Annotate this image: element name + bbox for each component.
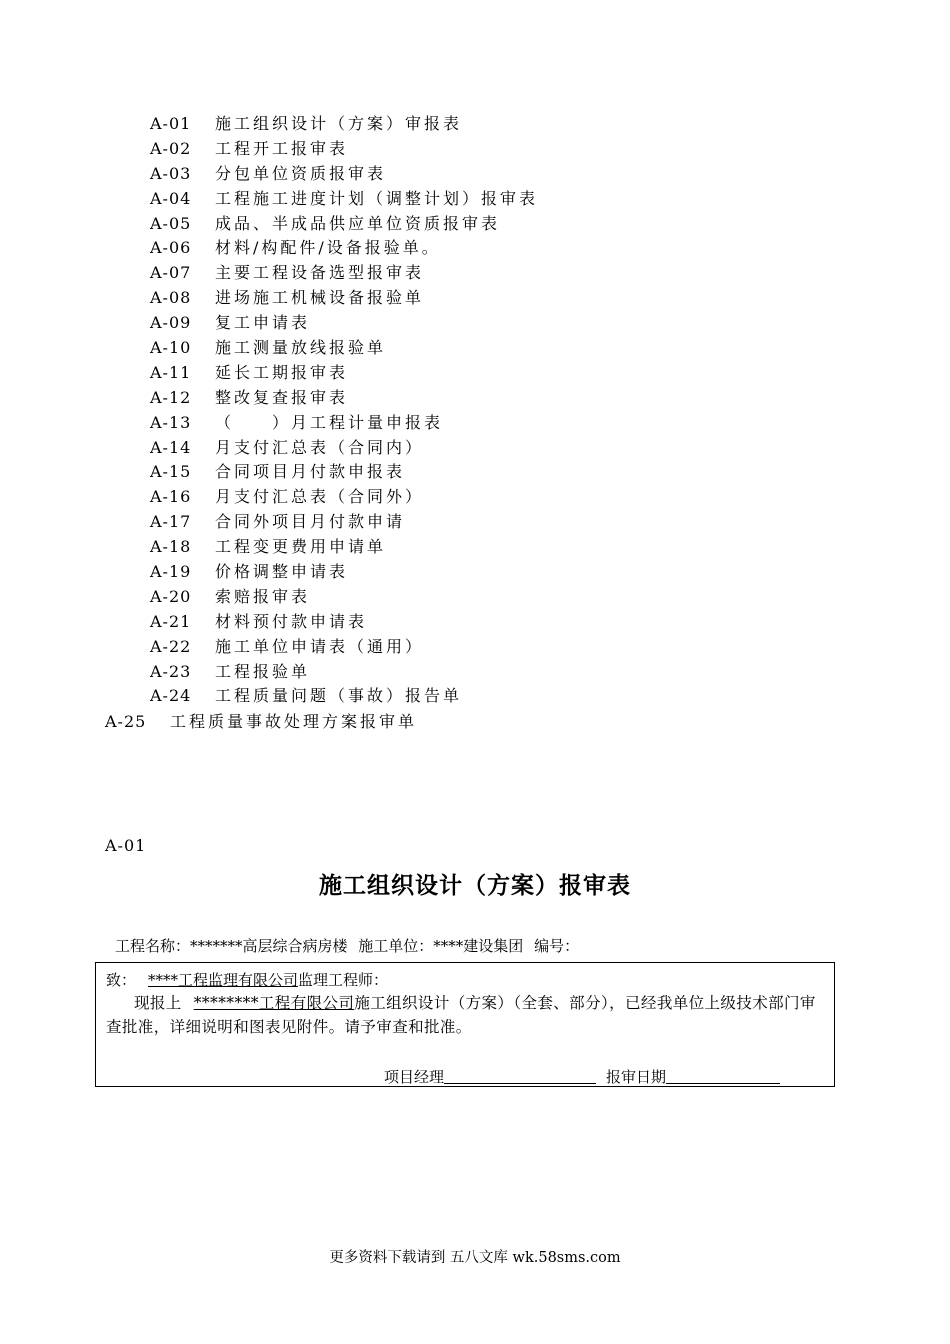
toc-list	[150, 112, 538, 709]
toc-item-code: A-22	[150, 636, 192, 656]
date-field[interactable]	[666, 1069, 780, 1084]
toc-item-code: A-16	[150, 487, 192, 507]
toc-item-title: 合同外项目月付款申请	[215, 512, 406, 532]
form-meta-line	[115, 935, 585, 956]
toc-item-code: A-12	[150, 387, 192, 407]
toc-item	[150, 187, 538, 212]
toc-item-title: 合同项目月付款申报表	[215, 462, 406, 482]
toc-item-code: A-20	[150, 586, 192, 606]
toc-item	[150, 535, 538, 560]
toc-item	[150, 510, 538, 535]
toc-item-code: A-10	[150, 338, 192, 358]
toc-item	[150, 311, 538, 336]
toc-item-title: 复工申请表	[215, 313, 311, 333]
toc-item-title: 整改复查报审表	[215, 387, 349, 407]
toc-item-title: 索赔报审表	[215, 586, 311, 606]
toc-item-code: A-13	[150, 412, 192, 432]
toc-item-code: A-18	[150, 537, 192, 557]
toc-item	[150, 336, 538, 361]
toc-item-title: 工程质量事故处理方案报审单	[170, 712, 418, 731]
addressee-line	[106, 969, 388, 990]
toc-item-title: 施工单位申请表（通用）	[215, 636, 425, 656]
toc-item-title: 材料预付款申请表	[215, 611, 368, 631]
form-title: 施工组织设计（方案）报审表	[319, 872, 631, 899]
addressee-company: ****工程监理有限公司	[148, 971, 299, 989]
footer-note: 更多资料下载请到 五八文库 wk.58sms.com	[329, 1250, 621, 1266]
toc-item-title: 工程报验单	[215, 661, 311, 681]
toc-item	[150, 684, 538, 709]
toc-item-title: 月支付汇总表（合同外）	[215, 487, 425, 507]
toc-item	[150, 261, 538, 286]
toc-item-title: 进场施工机械设备报验单	[215, 288, 425, 308]
toc-item-title: 延长工期报审表	[215, 362, 349, 382]
manager-label: 项目经理	[384, 1068, 445, 1086]
toc-item	[150, 460, 538, 485]
toc-item-code: A-23	[150, 661, 192, 681]
toc-item-code: A-03	[150, 163, 192, 183]
date-label: 报审日期	[606, 1068, 667, 1086]
toc-item-code: A-17	[150, 512, 192, 532]
toc-item	[150, 162, 538, 187]
toc-item	[150, 212, 538, 237]
toc-item-title: 月支付汇总表（合同内）	[215, 437, 425, 457]
toc-item-code: A-08	[150, 288, 192, 308]
toc-item	[150, 660, 538, 685]
addressee-suffix: 监理工程师：	[298, 971, 389, 989]
toc-item-last	[105, 709, 417, 732]
toc-item-title: （ ）月工程计量申报表	[215, 412, 444, 432]
form-number: 编号：	[534, 937, 580, 955]
body-company: ********工程有限公司	[193, 994, 355, 1012]
toc-item	[150, 635, 538, 660]
toc-item	[150, 286, 538, 311]
toc-item-title: 工程施工进度计划（调整计划）报审表	[215, 188, 539, 208]
toc-item	[150, 137, 538, 162]
toc-item-code: A-25	[105, 712, 147, 731]
toc-item	[150, 236, 538, 261]
toc-item	[150, 112, 538, 137]
toc-item	[150, 386, 538, 411]
toc-item-title: 主要工程设备选型报审表	[215, 263, 425, 283]
toc-item-title: 工程质量问题（事故）报告单	[215, 686, 463, 706]
toc-item-title: 成品、半成品供应单位资质报审表	[215, 213, 501, 233]
toc-item-code: A-07	[150, 263, 192, 283]
toc-item	[150, 585, 538, 610]
toc-item-title: 施工组织设计（方案）审报表	[215, 114, 463, 133]
contractor: 施工单位：****建设集团	[358, 937, 524, 955]
toc-item-code: A-06	[150, 238, 192, 258]
toc-item-title: 价格调整申请表	[215, 562, 349, 582]
toc-item-code: A-14	[150, 437, 192, 457]
toc-item-code: A-11	[150, 362, 192, 382]
toc-item	[150, 411, 538, 436]
addressee-prefix: 致：	[106, 971, 137, 989]
toc-item-code: A-19	[150, 562, 192, 582]
toc-item	[150, 436, 538, 461]
body-rest: 施工组织设计（方案）（全套、部分），已经我单位上级技术部门审查批准，详细说明和图表见附件。请予审查和批准。	[106, 994, 816, 1036]
toc-item-title: 工程开工报审表	[215, 138, 349, 158]
toc-item-title: 施工测量放线报验单	[215, 338, 387, 358]
toc-item-title: 材料/构配件/设备报验单。	[215, 238, 441, 258]
toc-item-code: A-15	[150, 462, 192, 482]
toc-item-title: 分包单位资质报审表	[215, 163, 387, 183]
toc-item-code: A-24	[150, 686, 192, 706]
form-box	[95, 962, 835, 1087]
toc-item	[150, 560, 538, 585]
toc-item-code: A-09	[150, 313, 192, 333]
toc-item-code: A-04	[150, 188, 192, 208]
toc-item	[150, 361, 538, 386]
form-body-text	[106, 991, 828, 1039]
toc-item	[150, 485, 538, 510]
body-prefix: 现报上	[134, 994, 182, 1012]
signature-line	[384, 1066, 780, 1087]
toc-item-title: 工程变更费用申请单	[215, 537, 387, 557]
toc-item-code: A-21	[150, 611, 192, 631]
toc-item-code: A-01	[150, 114, 192, 133]
toc-item-code: A-05	[150, 213, 192, 233]
form-code: A-01	[105, 836, 147, 855]
project-name: 工程名称：*******高层综合病房楼	[115, 937, 348, 955]
manager-signature-field[interactable]	[444, 1069, 596, 1084]
toc-item	[150, 610, 538, 635]
toc-item-code: A-02	[150, 138, 192, 158]
